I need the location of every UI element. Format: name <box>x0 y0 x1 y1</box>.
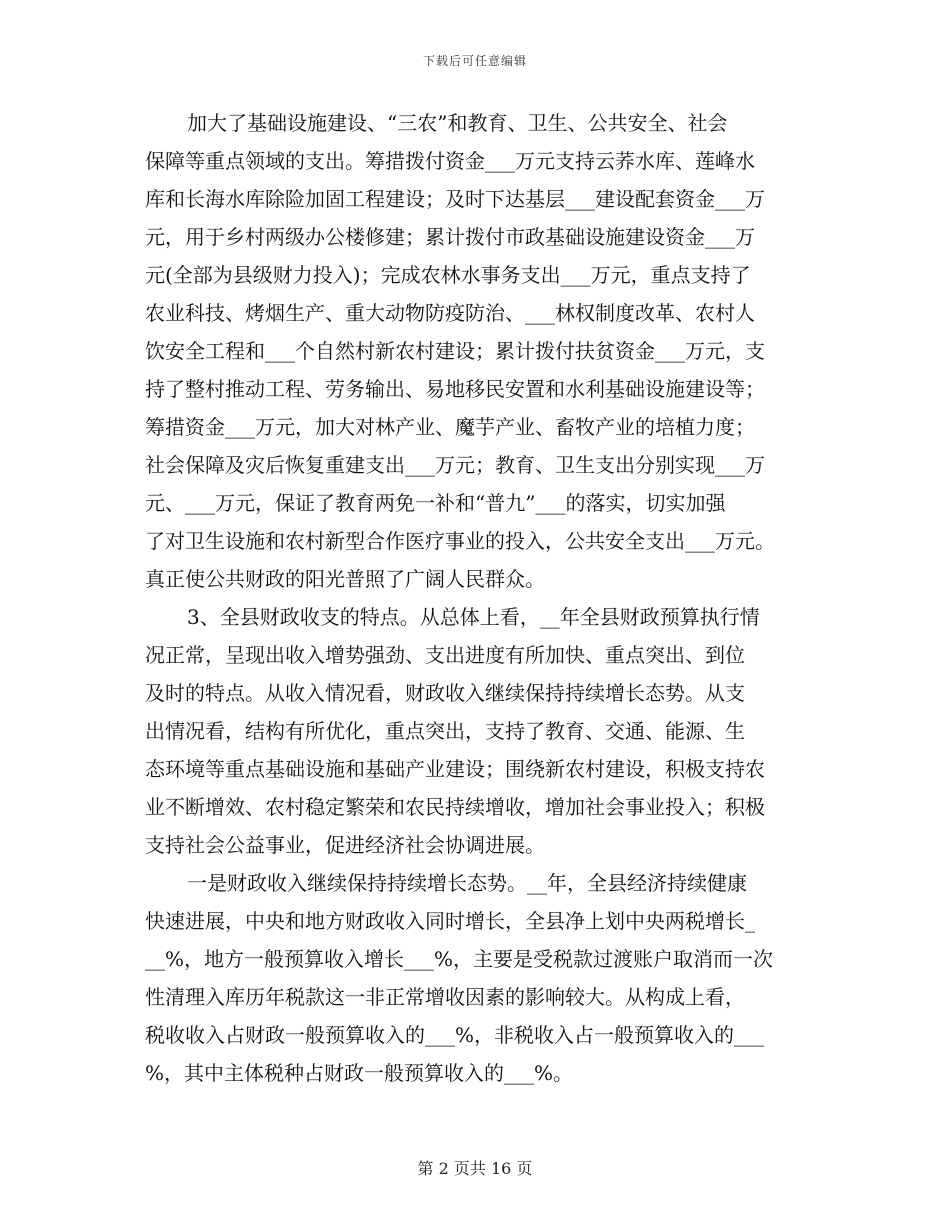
text-line: 一是财政收入继续保持持续增长态势。__年，全县经济持续健康 <box>187 871 747 895</box>
page-footer: 第 2 页共 16 页 <box>417 1159 533 1178</box>
text-line: 业不断增效、农村稳定繁荣和农民持续增收，增加社会事业投入；积极 <box>145 795 765 819</box>
text-line: 库和长海水库除险加固工程建设；及时下达基层___建设配套资金___万 <box>145 187 765 211</box>
page-header: 下载后可任意编辑 <box>422 54 527 68</box>
document-body <box>145 104 825 1092</box>
text-line: 加大了基础设施建设、“三农”和教育、卫生、公共安全、社会 <box>187 111 728 135</box>
text-line: __%，地方一般预算收入增长___%，主要是受税款过渡账户取消而一次 <box>145 947 774 971</box>
text-line: 了对卫生设施和农村新型合作医疗事业的投入，公共安全支出___万元。 <box>145 529 775 553</box>
text-line: 快速进展，中央和地方财政收入同时增长，全县净上划中央两税增长_ <box>145 909 755 933</box>
text-line: 持了整村推动工程、劳务输出、易地移民安置和水利基础设施建设等； <box>145 377 765 401</box>
text-line: 元，用于乡村两级办公楼修建；累计拨付市政基础设施建设资金___万 <box>145 225 755 249</box>
text-line: %，其中主体税种占财政一般预算收入的___%。 <box>145 1061 574 1085</box>
text-line: 筹措资金___万元，加大对林产业、魔芋产业、畜牧产业的培植力度； <box>145 415 755 439</box>
text-line: 保障等重点领域的支出。筹措拨付资金___万元支持云荞水库、莲峰水 <box>145 149 755 173</box>
text-line: 出情况看，结构有所优化，重点突出，支持了教育、交通、能源、生 <box>145 719 745 743</box>
text-line: 及时的特点。从收入情况看，财政收入继续保持持续增长态势。从支 <box>145 681 745 705</box>
text-line: 支持社会公益事业，促进经济社会协调进展。 <box>145 833 545 857</box>
text-line: 性清理入库历年税款这一非正常增收因素的影响较大。从构成上看， <box>145 985 745 1009</box>
text-line: 3、全县财政收支的特点。从总体上看，__年全县财政预算执行情 <box>187 605 760 629</box>
text-line: 元、___万元，保证了教育两免一补和“普九”___的落实，切实加强 <box>145 491 726 515</box>
text-line: 农业科技、烤烟生产、重大动物防疫防治、___林权制度改革、农村人 <box>145 301 755 325</box>
text-line: 真正使公共财政的阳光普照了广阔人民群众。 <box>145 567 545 591</box>
text-line: 饮安全工程和___个自然村新农村建设；累计拨付扶贫资金___万元，支 <box>145 339 765 363</box>
text-line: 态环境等重点基础设施和基础产业建设；围绕新农村建设，积极支持农 <box>145 757 765 781</box>
text-line: 社会保障及灾后恢复重建支出___万元；教育、卫生支出分别实现___万 <box>145 453 765 477</box>
text-line: 况正常，呈现出收入增势强劲、支出进度有所加快、重点突出、到位 <box>145 643 745 667</box>
text-line: 税收收入占财政一般预算收入的___%，非税收入占一般预算收入的___ <box>145 1023 765 1047</box>
text-line: 元(全部为县级财力投入)；完成农林水事务支出___万元，重点支持了 <box>145 263 751 287</box>
